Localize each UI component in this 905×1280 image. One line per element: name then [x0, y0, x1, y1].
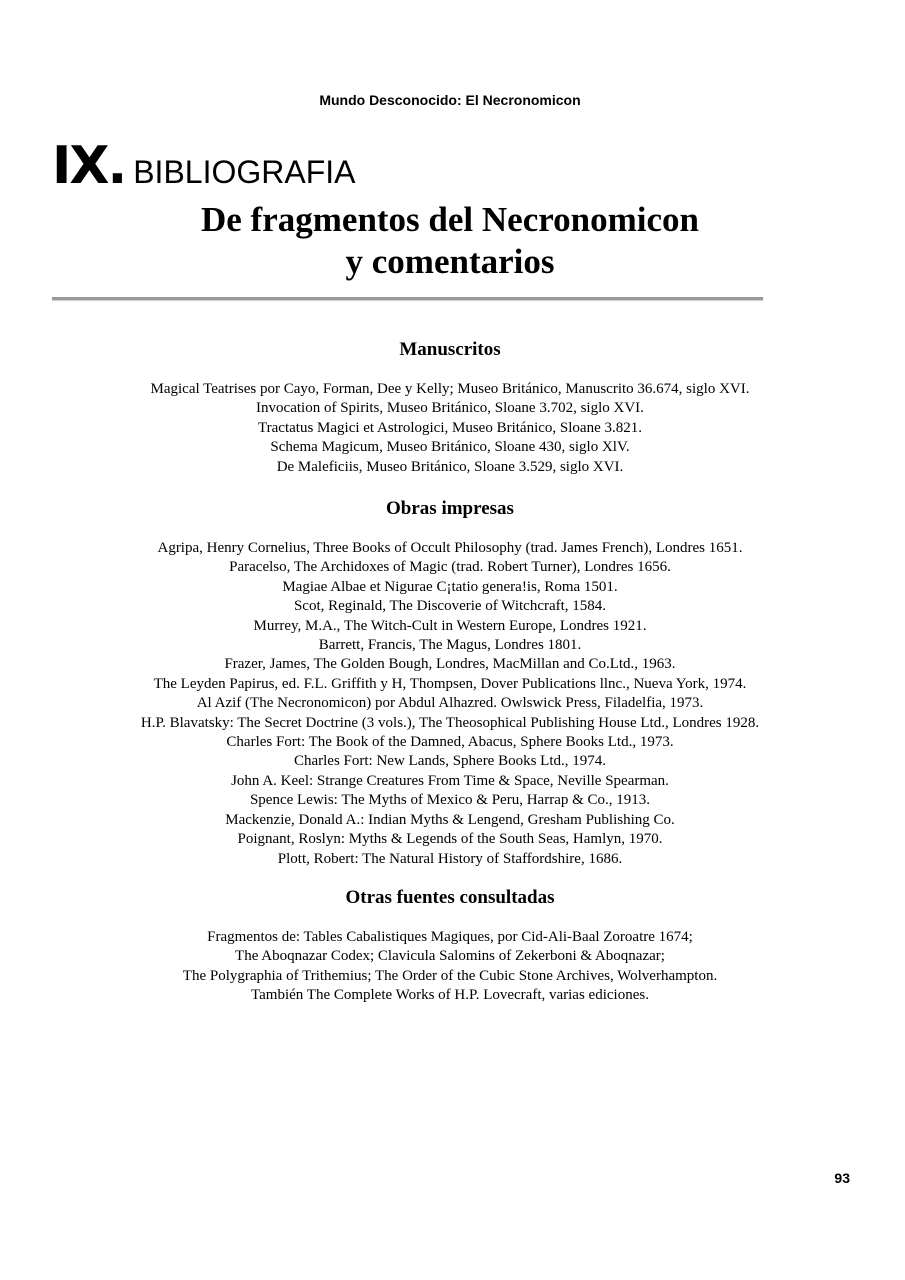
bibliography-entry: The Polygraphia of Trithemius; The Order of the Cubic Stone Archives, Wolverhampton.: [182, 967, 718, 984]
bibliography-entry: Agripa, Henry Cornelius, Three Books of Occult Philosophy (trad. James French), Londres 1651.: [157, 540, 743, 556]
bibliography-entry: Murrey, M.A., The Witch-Cult in Western Europe, Londres 1921.: [253, 617, 647, 634]
page-subtitle: [0, 199, 900, 283]
bibliography-entry: Schema Magicum, Museo Británico, Sloane 430, siglo XlV.: [270, 439, 630, 456]
chapter-title: BIBLIOGRAFIA: [133, 154, 356, 190]
list-obras-impresas: [0, 539, 900, 869]
bibliography-entry: De Maleficiis, Museo Británico, Sloane 3.529, siglo XVI.: [276, 458, 624, 475]
bibliography-entry: Fragmentos de: Tables Cabalistiques Magiques, por Cid-Ali-Baal Zoroatre 1674;: [207, 929, 693, 945]
section-heading-otras-fuentes: Otras fuentes consultadas: [345, 887, 555, 908]
bibliography-entry: Charles Fort: New Lands, Sphere Books Ltd., 1974.: [293, 753, 607, 770]
section-heading-manuscritos: Manuscritos: [399, 339, 501, 360]
bibliography-entry: Al Azif (The Necronomicon) por Abdul Alhazred. Owlswick Press, Filadelfia, 1973.: [196, 695, 704, 712]
bibliography-entry: Magiae Albae et Nigurae C¡tatio genera!is, Roma 1501.: [282, 578, 618, 595]
bibliography-entry: Paracelso, The Archidoxes of Magic (trad. Robert Turner), Londres 1656.: [229, 559, 671, 576]
bibliography-entry: Frazer, James, The Golden Bough, Londres, MacMillan and Co.Ltd., 1963.: [224, 656, 676, 673]
bibliography-entry: Poignant, Roslyn: Myths & Legends of the South Seas, Hamlyn, 1970.: [237, 831, 663, 848]
bibliography-entry: John A. Keel: Strange Creatures From Time & Space, Neville Spearman.: [231, 772, 669, 789]
subtitle-line-1: De fragmentos del Necronomicon: [201, 200, 699, 239]
bibliography-entry: Invocation of Spirits, Museo Británico, Sloane 3.702, siglo XVI.: [256, 400, 644, 417]
title-divider: [52, 297, 763, 300]
bibliography-entry: Plott, Robert: The Natural History of Staffordshire, 1686.: [277, 850, 623, 867]
bibliography-entry: The Aboqnazar Codex; Clavicula Salomins of Zekerboni & Aboqnazar;: [235, 948, 665, 965]
chapter-heading: [52, 136, 355, 196]
chapter-number: IX.: [52, 136, 126, 196]
list-otras-fuentes: [0, 928, 900, 1006]
section-heading-obras-impresas: Obras impresas: [386, 498, 514, 519]
bibliography-entry: Magical Teatrises por Cayo, Forman, Dee y Kelly; Museo Británico, Manuscrito 36.674, siglo XVI.: [150, 381, 750, 397]
list-manuscritos: [0, 380, 900, 477]
bibliography-entry: Spence Lewis: The Myths of Mexico & Peru, Harrap & Co., 1913.: [249, 792, 651, 809]
bibliography-entry: Scot, Reginald, The Discoverie of Witchcraft, 1584.: [293, 598, 607, 615]
bibliography-entry: H.P. Blavatsky: The Secret Doctrine (3 vols.), The Theosophical Publishing House Ltd., Londres 1928.: [140, 714, 760, 731]
running-head: Mundo Desconocido: El Necronomicon: [319, 92, 581, 108]
bibliography-entry: The Leyden Papirus, ed. F.L. Griffith y H, Thompsen, Dover Publications llnc., Nueva York, 1974.: [153, 675, 747, 692]
bibliography-entry: Mackenzie, Donald A.: Indian Myths & Lengend, Gresham Publishing Co.: [225, 811, 675, 828]
bibliography-entry: Barrett, Francis, The Magus, Londres 1801.: [318, 637, 582, 654]
bibliography-entry: También The Complete Works of H.P. Lovecraft, varias ediciones.: [251, 987, 649, 1004]
bibliography-entry: Tractatus Magici et Astrologici, Museo Británico, Sloane 3.821.: [258, 419, 642, 436]
page-number: 93: [834, 1170, 850, 1186]
bibliography-entry: Charles Fort: The Book of the Damned, Abacus, Sphere Books Ltd., 1973.: [226, 734, 674, 751]
subtitle-line-2: y comentarios: [345, 242, 555, 281]
